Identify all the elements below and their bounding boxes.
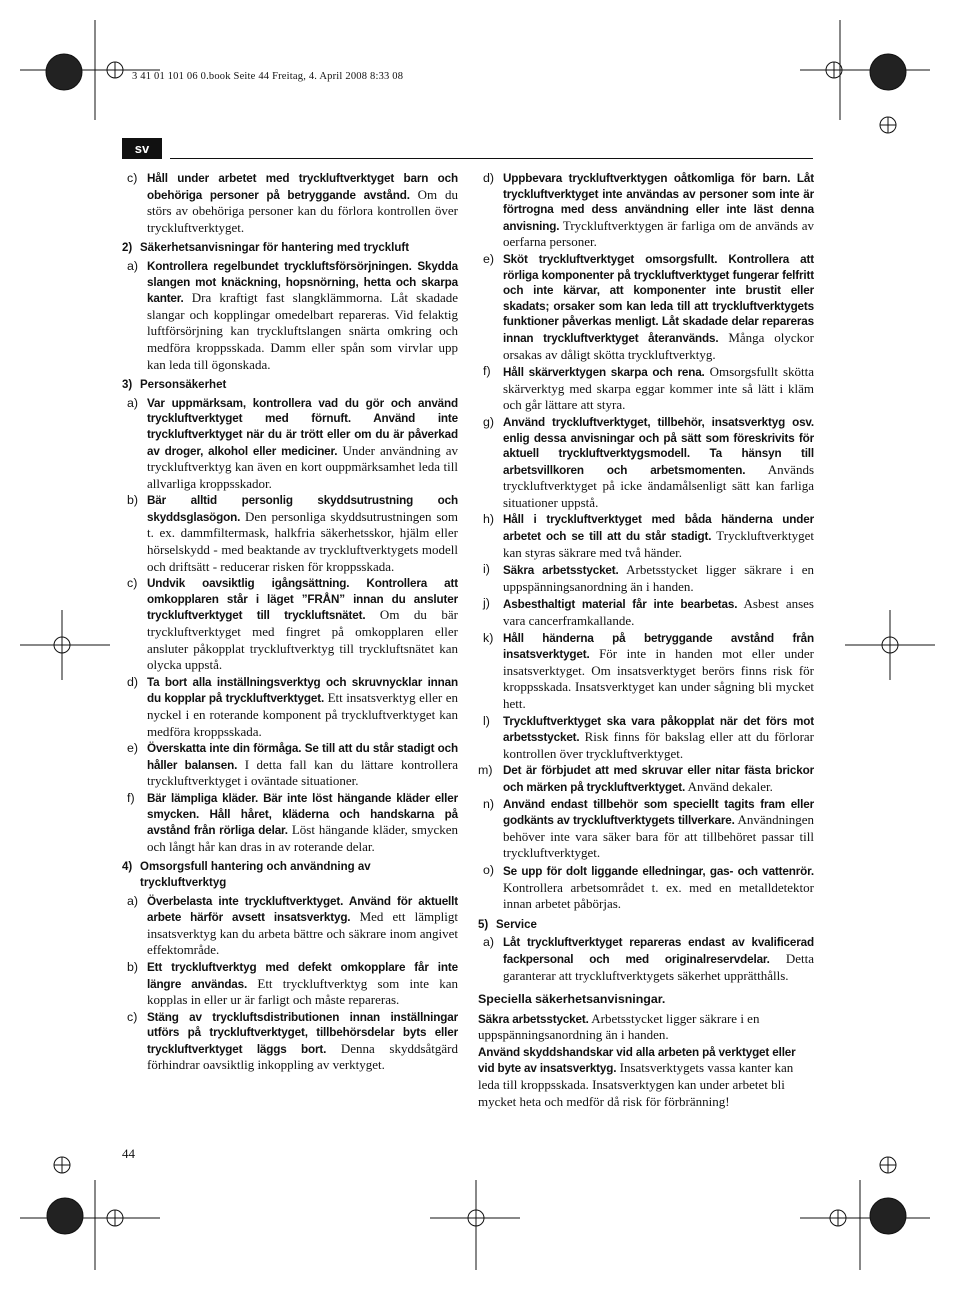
list-item: j) Asbesthaltigt material får inte bearbetas. Asbest anses vara cancerframkallande. bbox=[483, 596, 814, 629]
list-item: d) Uppbevara tryckluftverktygen oåtkomliga för barn. Låt tryckluftverktyget inte användas av personer som inte är förtrogna med dess användning eller inte läst denna anvisning. Tryckluftverktygen är farliga om de används av oerfarna personer. bbox=[483, 171, 814, 250]
list-item: g) Använd tryckluftverktyget, tillbehör, insatsverktyg osv. enlig dessa anvisningar och på sätt som föreskrivits för aktuell tryckluftverktygsmodell. Ta hänsyn till arbetsvillkoren och arbetsmomenten. Används tryckluftverktyget på icke ändamålsenligt sätt kan farliga situationer uppstå. bbox=[483, 414, 815, 510]
list-item: a) Låt tryckluftverktyget repareras endast av kvalificerad fackpersonal och med originalreservdelar. Detta garanterar att tryckluftverktygets säkerhet upprätthålls. bbox=[483, 935, 814, 983]
left-column bbox=[122, 171, 458, 1075]
section-heading: 2) Säkerhetsanvisningar för hantering med tryckluft bbox=[122, 242, 410, 255]
language-tab: sv bbox=[122, 138, 162, 159]
special-safety-heading: Speciella säkerhetsanvisningar. bbox=[478, 992, 666, 1007]
list-item: e) Överskatta inte din förmåga. Se till att du står stadigt och håller balansen. I detta fall kan du lättare kontrollera tryckluftverktyget i oväntade situationer. bbox=[127, 741, 458, 789]
header-rule bbox=[170, 158, 813, 159]
list-item: c) Stäng av tryckluftsdistributionen innan inställningar utförs på tryckluftverktyget, tillbehörsdelar byts eller tryckluftverktyget läggs bort. Denna skyddsåtgärd förhindrar oavsiktlig inkoppling av verktyget. bbox=[127, 1009, 458, 1073]
list-item: c) Undvik oavsiktlig igångsättning. Kontrollera att omkopplaren står i läget ”FRÅN” innan du ansluter tryckluftverktyget till tryckluftsnätet. Om du bär tryckluftverktyget med fingret på omkopplaren eller ansluter påkopplat tryckluftverktyg till tryckluftsnätet kan olycka uppstå. bbox=[127, 576, 458, 673]
registration-mark-bottom-center bbox=[430, 1180, 520, 1270]
list-item: l) Tryckluftverktyget ska vara påkopplat när det förs mot arbetsstycket. Risk finns för bakslag eller att du förlorar kontrollen över tryckluftverktyget. bbox=[483, 713, 814, 761]
list-item: h) Håll i tryckluftverktyget med båda händerna under arbetet och se till att du står stadigt. Tryckluftverktyget kan styras säkrare med två händer. bbox=[483, 512, 814, 560]
list-item: a) Överbelasta inte tryckluftverktyget. Använd för aktuellt arbete härför avsett insatsverktyg. Med ett lämpligt insatsverktyg kan du arbeta bättre och säkrare inom angivet effektområde. bbox=[127, 893, 459, 958]
registration-mark-left-mid bbox=[20, 610, 110, 680]
list-item: b) Ett tryckluftverktyg med defekt omkopplare får inte längre användas. Ett tryckluftverktyg som inte kan kopplas in eller ur är farligt och måste repareras. bbox=[127, 959, 458, 1008]
list-item: c) Håll under arbetet med tryckluftverktyget barn och obehöriga personer på betryggande avstånd. Om du störs av obehöriga personer kan du förlora kontrollen över tryckluftverktyget. bbox=[127, 171, 458, 235]
list-item: n) Använd endast tillbehör som speciellt tagits fram eller godkänts av tryckluftverktygets tillverkare. Användningen behöver inte vara säker bara för att tillbehöret passar till tryckluftverktyget. bbox=[483, 796, 814, 861]
list-item: k) Håll händerna på betryggande avstånd från insatsverktyget. För inte in handen mot eller under insatsverktyget. Om insatsverktyget berörs finns risk för kroppsskada. Insatsverktyget kan under sågning bli mycket hett. bbox=[483, 630, 814, 711]
file-info-header: 3 41 01 101 06 0.book Seite 44 Freitag, 4. April 2008 8:33 08 bbox=[132, 71, 404, 82]
list-item: f) Bär lämpliga kläder. Bär inte löst hängande kläder eller smycken. Håll håret, kläderna och handskarna på avstånd från rörliga delar. Löst hängande kläder, smycken och långt hår kan dras in av roterande delar. bbox=[127, 790, 458, 854]
right-column bbox=[478, 171, 814, 1111]
paragraph: Använd skyddshandskar vid alla arbeten på verktyget eller vid byte av insatsverktyg. Insatsverktygets vassa kanter kan leda till kroppsskada. Insatsverktygen kan under arbetet bli mycket heta och medför då risk för förbränning! bbox=[478, 1045, 796, 1109]
list-item: f) Håll skärverktygen skarpa och rena. Omsorgsfullt skötta skärverktyg med skarpa eggar kommer inte så lätt i kläm och går lättare att styra. bbox=[483, 364, 814, 413]
list-item: o) Se upp för dolt liggande elledningar, gas- och vattenrör. Kontrollera arbetsområdet t. ex. med en metalldetektor innan arbetet påbörjas. bbox=[483, 862, 814, 912]
registration-mark-top-right bbox=[800, 20, 930, 133]
list-item: i) Säkra arbetsstycket. Arbetsstycket ligger säkrare i en uppspänningsanordning än i handen. bbox=[483, 562, 815, 594]
list-item: d) Ta bort alla inställningsverktyg och skruvnycklar innan du kopplar på tryckluftverktyget. Ett insatsverktyg eller en nyckel i en roterande komponent på tryckluftverktyget kan medföra kroppsskada. bbox=[127, 674, 458, 739]
page-number: 44 bbox=[122, 1146, 135, 1161]
section-heading: 3) Personsäkerhet bbox=[122, 379, 227, 392]
paragraph: Säkra arbetsstycket. Arbetsstycket ligger säkrare i en uppspänningsanordning än i handen. bbox=[478, 1010, 760, 1043]
registration-mark-right-mid bbox=[845, 610, 935, 680]
list-item: b) Bär alltid personlig skyddsutrustning och skyddsglasögon. Den personliga skyddsutrustningen som t. ex. dammfiltermask, halkfria säkerhetsskor, hjälm eller hörselskydd - med beaktande av tryckluftverktygets modell och driftsätt - reducerar risken för kroppsskada. bbox=[127, 493, 458, 574]
section-heading: 4) Omsorgsfull hantering och användning av tryckluftverktyg bbox=[122, 861, 371, 889]
registration-mark-top-left bbox=[20, 20, 160, 120]
list-item: a) Var uppmärksam, kontrollera vad du gör och använd tryckluftverktyget med förnuft. Använd inte tryckluftverktyget när du är trött eller om du är påverkad av droger, alkohol eller mediciner. Under användning av tryckluftverktyg kan även en kort ouppmärksamhet leda till allvarliga kroppsskador. bbox=[127, 395, 458, 491]
registration-mark-bottom-right bbox=[800, 1157, 930, 1270]
registration-mark-bottom-left bbox=[20, 1157, 160, 1270]
section-heading: 5) Service bbox=[478, 918, 537, 931]
list-item: a) Kontrollera regelbundet tryckluftsförsörjningen. Skydda slangen mot knäckning, hopsnörning, hetta och skarpa kanter. Dra kraftigt fast slangklämmorna. Låt skadade slangar och kopplingar omedelbart repareras. Vid felaktig luftförsörjning kan tryckluftslangen snärta omkring och medföra kroppsskada. Damm eller spån som virvlar upp kan leda till ögonskada. bbox=[127, 258, 458, 372]
list-item: e) Sköt tryckluftverktyget omsorgsfullt. Kontrollera att rörliga komponenter på tryckluftverktyget fungerar felfritt och inte kärvar, att komponenter inte brustit eller skadats; orsaker som kan leda till att tryckluftverktygets funktioner påverkas menligt. Låt skadade delar repareras innan tryckluftverktyget återanvänds. Många olyckor orsakas av dåligt skötta tryckluftverktyg. bbox=[483, 251, 814, 362]
list-item: m) Det är förbjudet att med skruvar eller nitar fästa brickor och märken på tryckluftverktyget. Använd dekaler. bbox=[478, 763, 814, 794]
